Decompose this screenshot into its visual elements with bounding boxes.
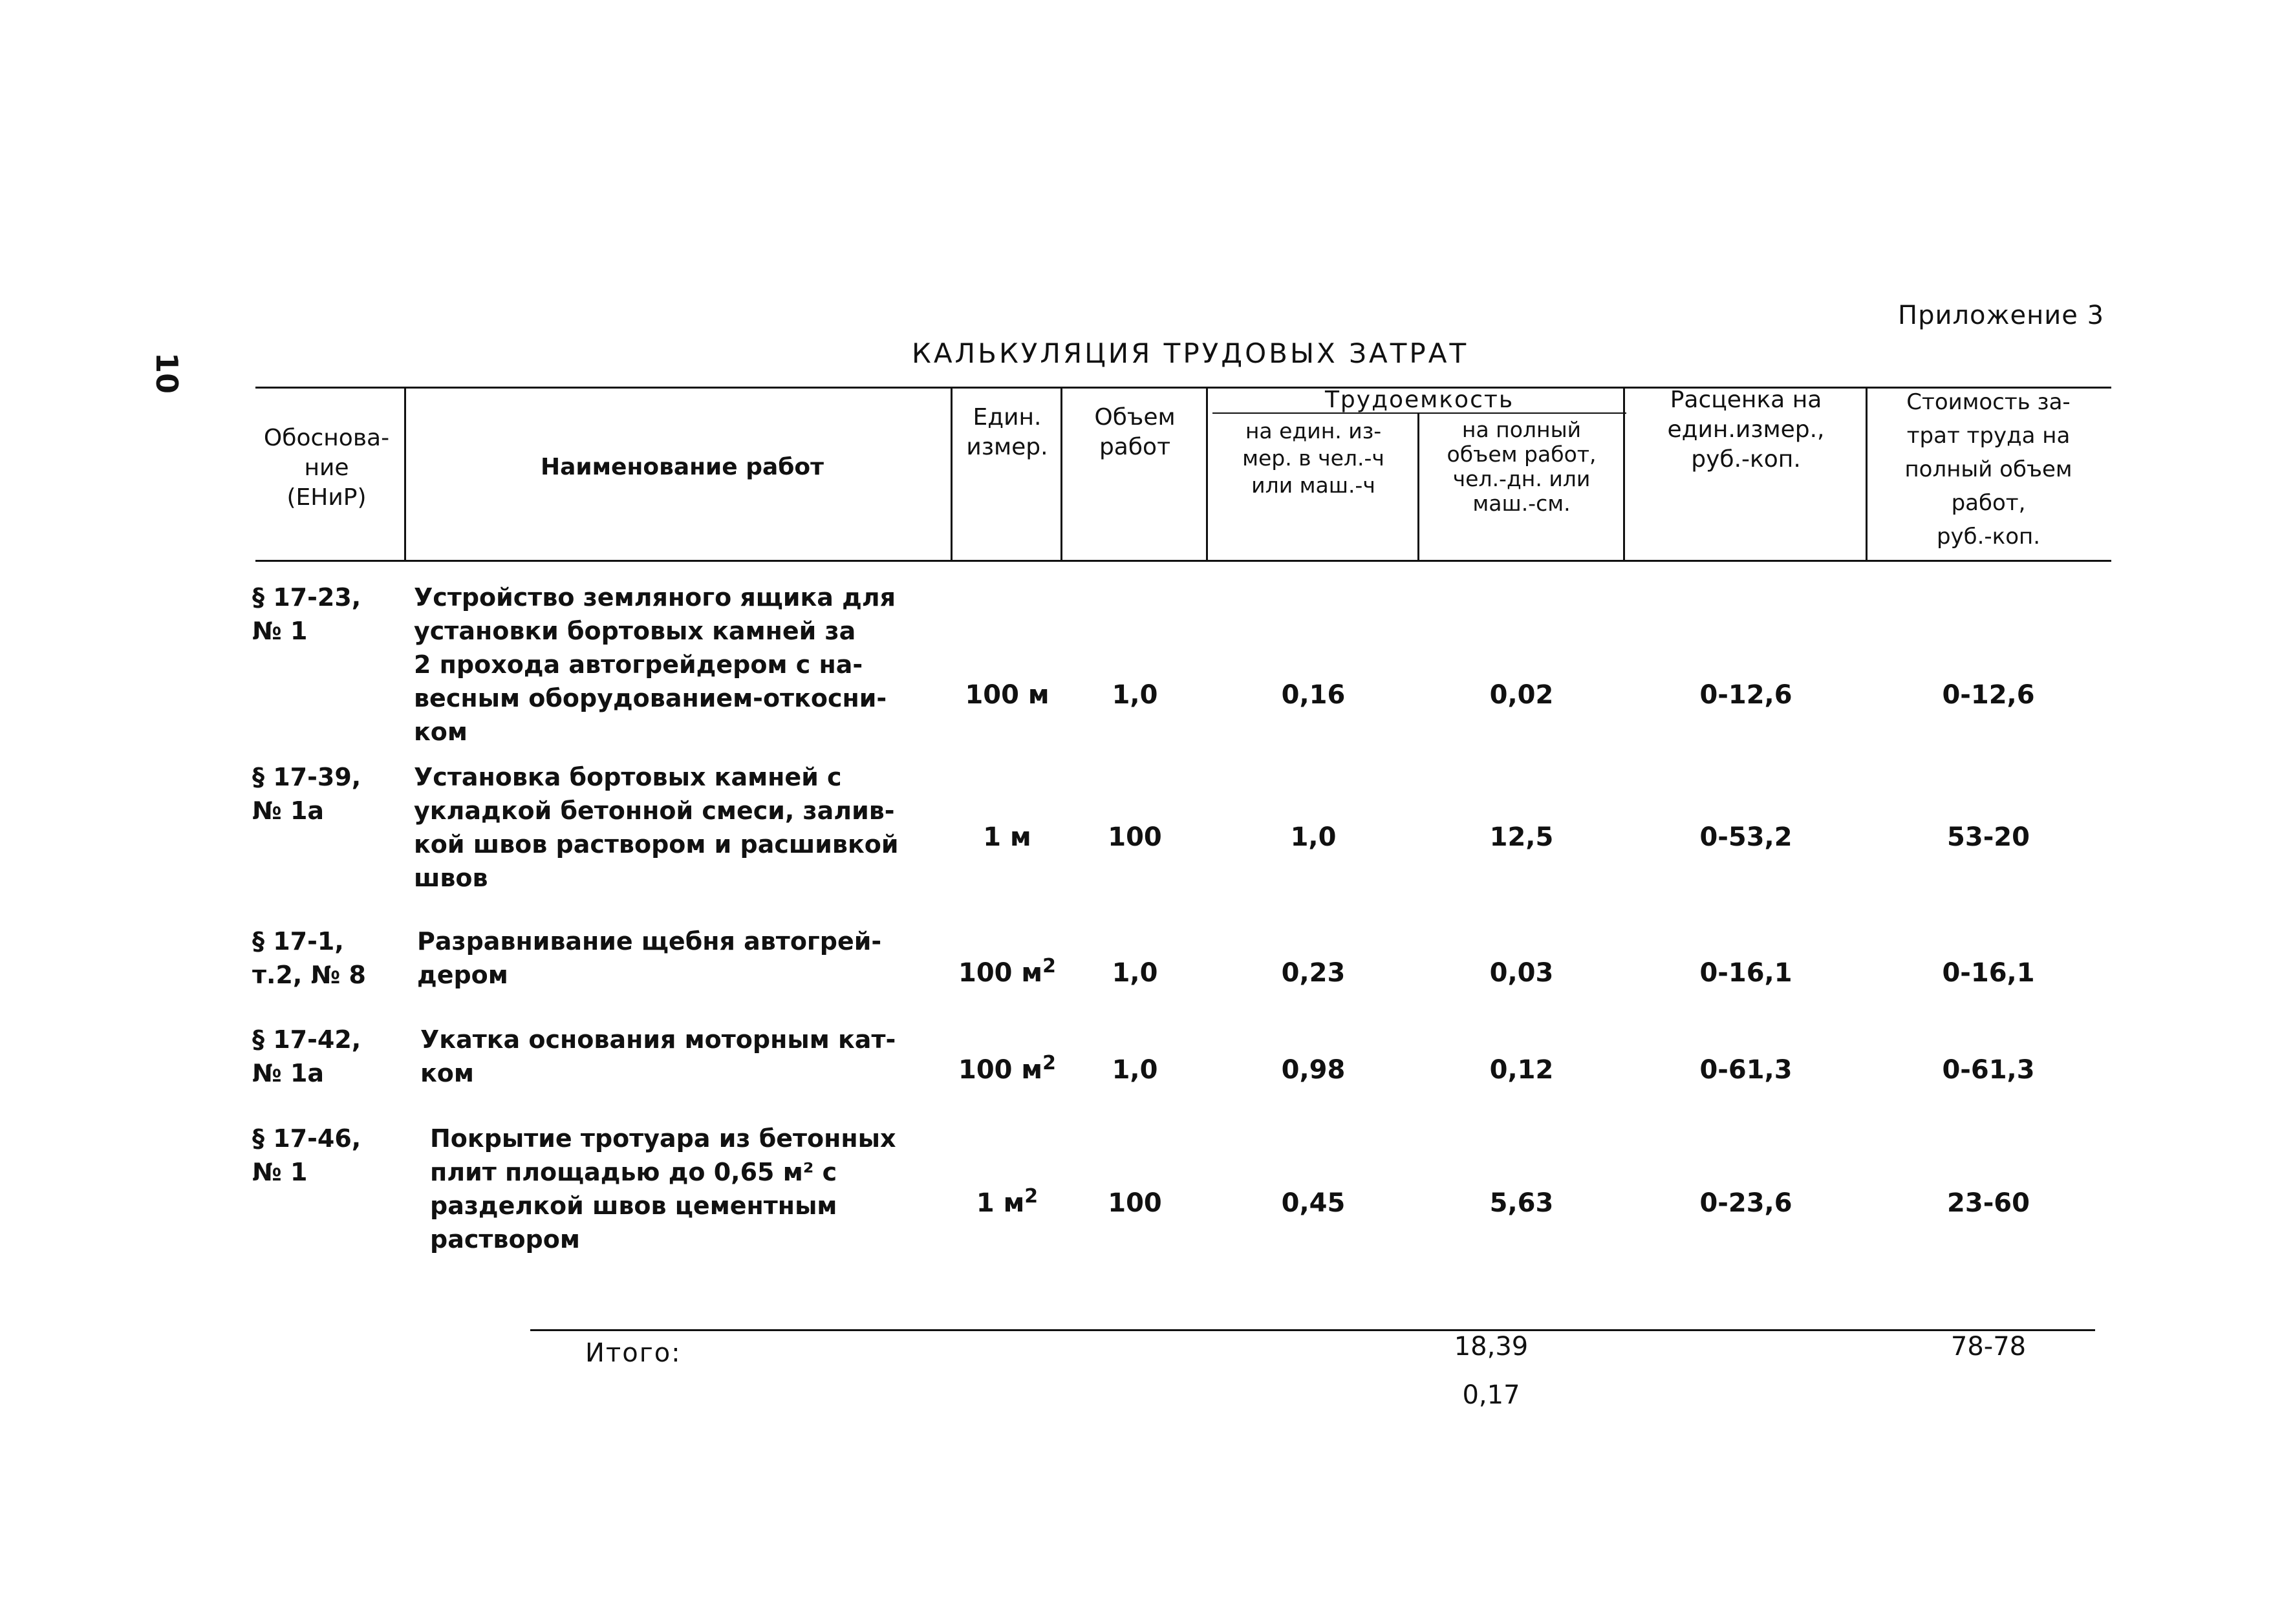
column-divider xyxy=(1206,387,1208,561)
row-labor-total: 12,5 xyxy=(1489,822,1554,852)
row-volume: 1,0 xyxy=(1112,1055,1158,1085)
appendix-label: Приложение 3 xyxy=(1898,301,2105,330)
total-rule xyxy=(530,1329,2095,1331)
row-unit: 1 м xyxy=(983,822,1031,852)
header-labor-total: на полный объем работ, чел.-дн. или маш.-см. xyxy=(1447,417,1597,516)
total-labor: 18,39 xyxy=(1454,1332,1529,1362)
row-name: Устройство земляного ящика для установки бортовых камней за 2 прохода автогрейдером с на- весным оборудованием-откосни- ком xyxy=(414,583,896,746)
row-volume: 1,0 xyxy=(1112,680,1158,710)
total-label: Итого: xyxy=(585,1338,682,1368)
row-basis: § 17-39, № 1а xyxy=(252,763,361,825)
row-volume: 100 xyxy=(1108,1188,1162,1218)
row-cost: 23-60 xyxy=(1947,1188,2030,1218)
total-cost: 78-78 xyxy=(1950,1332,2027,1362)
document-title: КАЛЬКУЛЯЦИЯ ТРУДОВЫХ ЗАТРАТ xyxy=(912,337,1469,369)
header-volume: Объем работ xyxy=(1094,404,1176,460)
header-rate: Расценка на един.измер., руб.-коп. xyxy=(1667,387,1825,473)
row-basis: § 17-46, № 1 xyxy=(252,1124,361,1186)
row-labor-total: 5,63 xyxy=(1489,1188,1554,1218)
row-cost: 0-16,1 xyxy=(1942,958,2035,988)
row-labor-total: 0,02 xyxy=(1489,680,1554,710)
header-name: Наименование работ xyxy=(540,454,824,480)
row-basis: § 17-1, т.2, № 8 xyxy=(252,927,366,989)
row-rate: 0-16,1 xyxy=(1699,958,1792,988)
column-divider xyxy=(1060,387,1062,561)
header-bottom-rule xyxy=(255,560,2111,562)
row-name: Покрытие тротуара из бетонных плит площадью до 0,65 м² с разделкой швов цементным раствором xyxy=(430,1124,896,1254)
row-volume: 1,0 xyxy=(1112,958,1158,988)
row-labor-unit: 1,0 xyxy=(1290,822,1337,852)
row-name: Разравнивание щебня автогрей- дером xyxy=(417,927,882,989)
row-rate: 0-61,3 xyxy=(1699,1055,1792,1085)
row-rate: 0-23,6 xyxy=(1699,1188,1792,1218)
column-divider xyxy=(951,387,953,561)
column-divider xyxy=(1866,387,1868,561)
row-basis: § 17-23, № 1 xyxy=(252,583,361,645)
row-labor-unit: 0,23 xyxy=(1281,958,1346,988)
header-basis: Обоснова- ние (ЕНиР) xyxy=(263,425,390,511)
header-labor: Трудоемкость xyxy=(1324,387,1514,413)
row-labor-total: 0,03 xyxy=(1489,958,1554,988)
row-labor-total: 0,12 xyxy=(1489,1055,1554,1085)
row-labor-unit: 0,45 xyxy=(1281,1188,1346,1218)
header-unit: Един. измер. xyxy=(966,404,1048,460)
row-labor-unit: 0,98 xyxy=(1281,1055,1346,1085)
row-name: Укатка основания моторным кат- ком xyxy=(420,1025,896,1087)
row-cost: 53-20 xyxy=(1947,822,2030,852)
row-cost: 0-12,6 xyxy=(1942,680,2035,710)
row-rate: 0-12,6 xyxy=(1699,680,1792,710)
row-unit: 100 м xyxy=(965,680,1050,710)
row-cost: 0-61,3 xyxy=(1942,1055,2035,1085)
header-labor-unit: на един. из- мер. в чел.-ч или маш.-ч xyxy=(1242,418,1384,498)
row-unit: 100 $м^2$ xyxy=(958,1052,1056,1085)
header-cost: Стоимость за- трат труда на полный объем работ, руб.-коп. xyxy=(1904,389,2072,550)
row-basis: § 17-42, № 1а xyxy=(252,1025,361,1087)
row-volume: 100 xyxy=(1108,822,1162,852)
row-name: Установка бортовых камней с укладкой бетонной смеси, залив- кой швов раствором и расшивкой швов xyxy=(414,763,899,892)
column-divider xyxy=(1417,414,1419,561)
row-unit: 1 $м^2$ xyxy=(976,1185,1039,1218)
total-labor-2: 0,17 xyxy=(1462,1380,1520,1410)
page-number: 10 xyxy=(149,352,184,394)
row-unit: 100 $м^2$ xyxy=(958,955,1056,988)
column-divider xyxy=(404,387,406,561)
row-rate: 0-53,2 xyxy=(1699,822,1792,852)
row-labor-unit: 0,16 xyxy=(1281,680,1346,710)
